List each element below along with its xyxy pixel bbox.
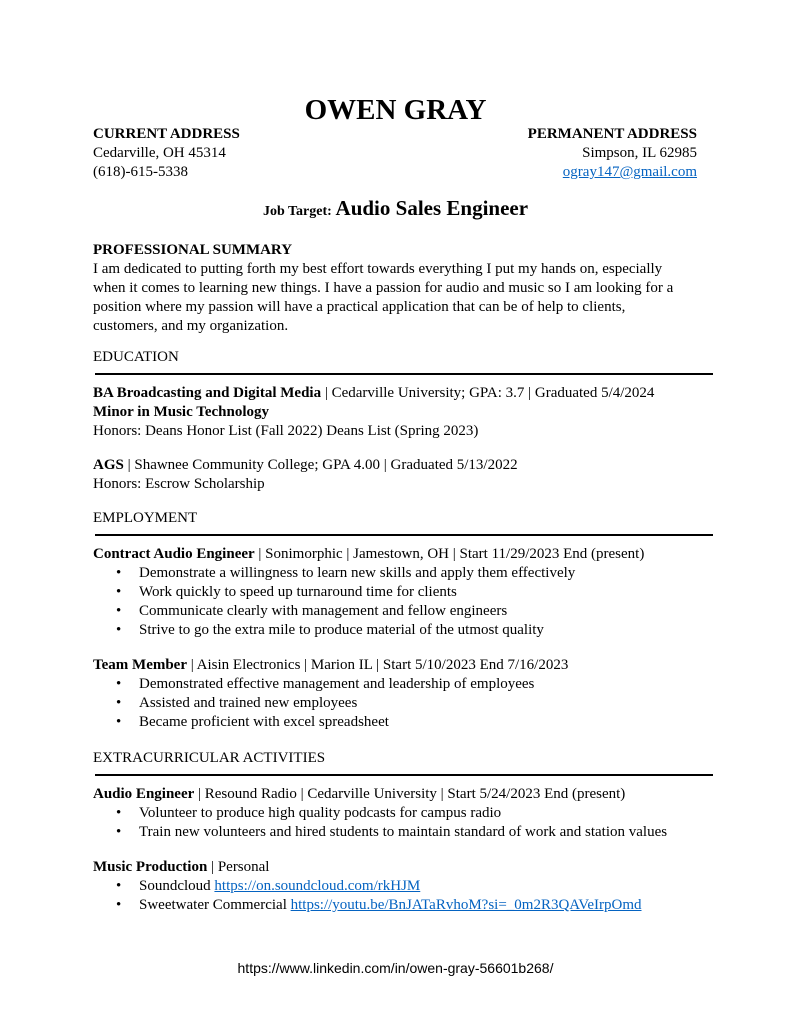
degree-details: | Shawnee Community College; GPA 4.00 | Graduated 5/13/2022 [123,457,518,473]
activity-role: Audio Engineer [93,786,195,802]
permanent-address [528,125,697,182]
employment-divider [95,534,713,536]
summary-section [93,241,713,336]
education-divider [95,373,713,375]
education-title: EDUCATION [93,349,179,365]
bullet-icon: • [116,676,122,692]
bullet-text: Assisted and trained new employees [139,695,358,711]
bullet-icon: • [116,824,122,840]
minor: Minor in Music Technology [93,404,270,420]
bullet-icon: • [116,714,122,730]
bullet-icon: • [116,565,122,581]
permanent-city: Simpson, IL 62985 [582,145,697,161]
bullet-text: Demonstrated effective management and leadership of employees [139,676,535,692]
list-item [93,621,713,640]
education-entry [93,384,713,441]
job-details: | Sonimorphic | Jamestown, OH | Start 11/29/2023 End (present) [254,546,645,562]
link-label: Soundcloud [139,878,215,894]
list-item [93,694,713,713]
bullet-text: Communicate clearly with management and fellow engineers [139,603,508,619]
job-target-label: Job Target: [262,204,332,219]
job-target-value: Audio Sales Engineer [335,196,529,220]
list-item [93,564,713,583]
bullet-icon: • [116,695,122,711]
summary-title: PROFESSIONAL SUMMARY [93,242,293,258]
linkedin-url[interactable]: https://www.linkedin.com/in/owen-gray-56601b268/ [237,960,554,976]
list-item [93,583,713,602]
current-address-label: CURRENT ADDRESS [93,126,240,142]
job-entry [93,656,713,732]
permanent-address-label: PERMANENT ADDRESS [527,126,697,142]
list-item [93,804,713,823]
activity-details: | Resound Radio | Cedarville University | Start 5/24/2023 End (present) [194,786,626,802]
summary-line: customers, and my organization. [93,318,289,334]
list-item [93,713,713,732]
degree-details: | Cedarville University; GPA: 3.7 | Graduated 5/4/2024 [321,385,655,401]
soundcloud-link[interactable]: https://on.soundcloud.com/rkHJM [214,878,421,894]
phone: (618)-615-5338 [93,164,188,180]
bullet-icon: • [116,897,122,913]
link-label: Sweetwater Commercial [139,897,291,913]
bullet-icon: • [116,805,122,821]
current-address [93,125,240,182]
activity-entry [93,858,713,915]
youtube-link[interactable]: https://youtu.be/BnJATaRvhoM?si=_0m2R3QAVeIrpOmd [290,897,642,913]
job-entry [93,545,713,640]
bullet-text: Became proficient with excel spreadsheet [139,714,389,730]
employment-title: EMPLOYMENT [93,510,198,526]
bullet-text: Work quickly to speed up turnaround time for clients [139,584,457,600]
list-item [93,675,713,694]
summary-line: position where my passion will have a practical application that can be of help to clients, [93,299,626,315]
list-item [93,896,713,915]
candidate-name: OWEN GRAY [304,94,487,126]
bullet-text: Volunteer to produce high quality podcasts for campus radio [139,805,502,821]
extracurricular-divider [95,774,713,776]
bullet-icon: • [116,622,122,638]
email-link[interactable]: ogray147@gmail.com [562,164,697,180]
job-details: | Aisin Electronics | Marion IL | Start 5/10/2023 End 7/16/2023 [187,657,569,673]
bullet-text: Train new volunteers and hired students to maintain standard of work and station values [139,824,668,840]
extracurricular-title: EXTRACURRICULAR ACTIVITIES [93,750,326,766]
degree: BA Broadcasting and Digital Media [93,385,322,401]
bullet-icon: • [116,878,122,894]
list-item [93,602,713,621]
job-role: Team Member [93,657,187,673]
bullet-icon: • [116,603,122,619]
bullet-icon: • [116,584,122,600]
job-target [0,196,791,221]
activity-entry [93,785,713,842]
activity-role: Music Production [93,859,208,875]
summary-line: when it comes to learning new things. I have a passion for audio and music so I am looking for a [93,280,674,296]
bullet-text: Demonstrate a willingness to learn new skills and apply them effectively [139,565,576,581]
current-city: Cedarville, OH 45314 [93,145,226,161]
honors: Honors: Escrow Scholarship [93,476,265,492]
job-role: Contract Audio Engineer [93,546,255,562]
honors: Honors: Deans Honor List (Fall 2022) Deans List (Spring 2023) [93,423,479,439]
degree: AGS [93,457,124,473]
activity-details: | Personal [207,859,270,875]
list-item [93,877,713,896]
summary-line: I am dedicated to putting forth my best effort towards everything I put my hands on, especially [93,261,663,277]
bullet-text: Strive to go the extra mile to produce material of the utmost quality [139,622,544,638]
list-item [93,823,713,842]
education-entry [93,456,713,494]
